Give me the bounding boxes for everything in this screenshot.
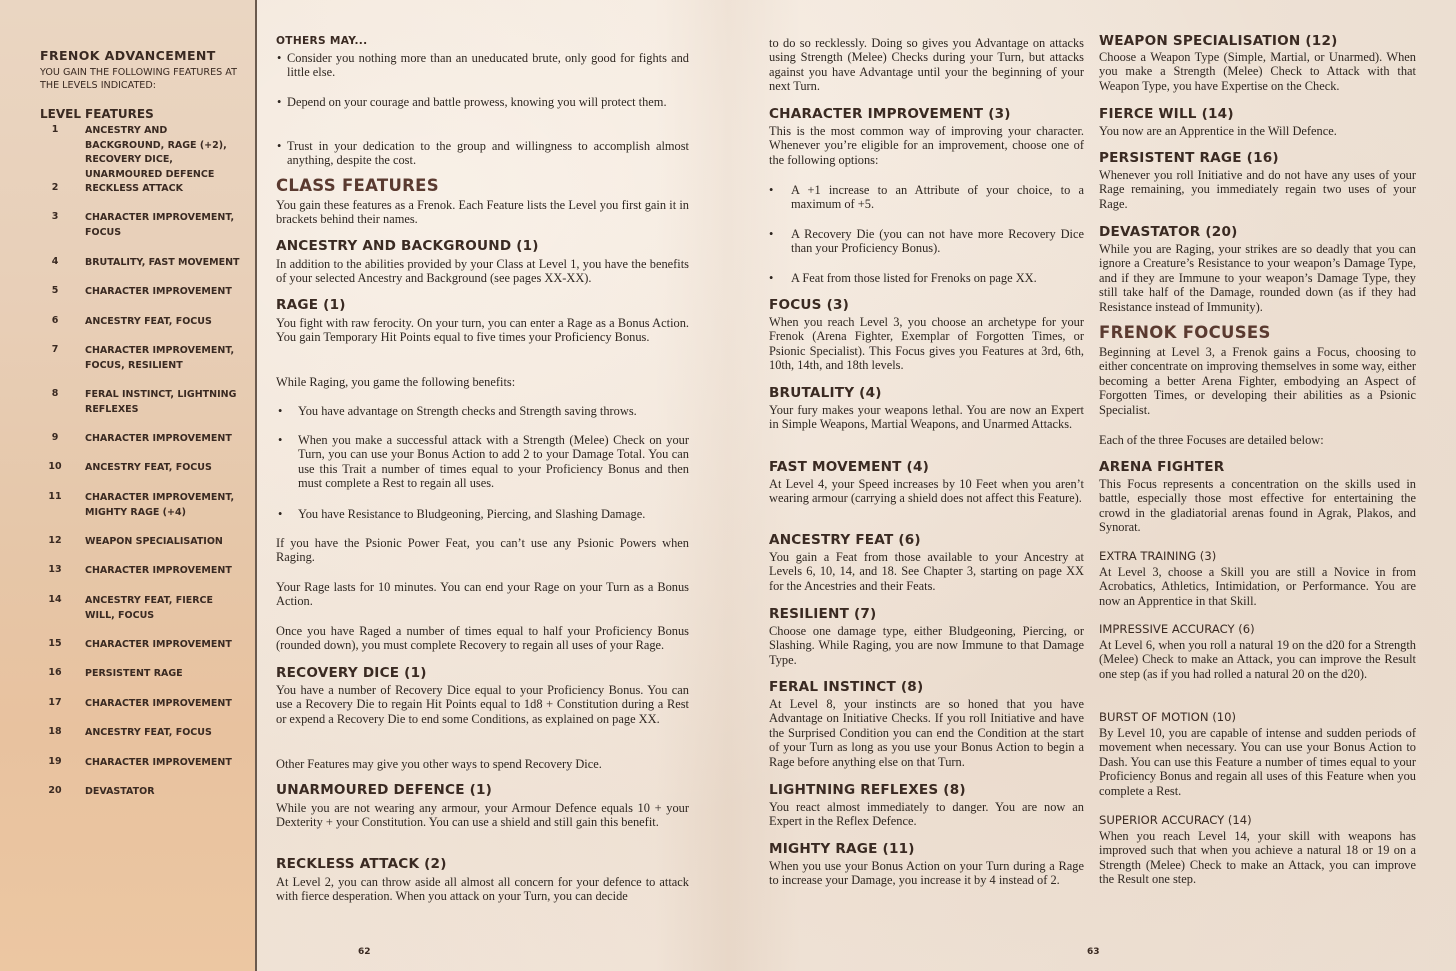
sidebar-description: YOU GAIN THE FOLLOWING FEATURES AT THE LEVELS INDICATED:	[40, 67, 237, 91]
recovery-dice-heading: RECOVERY DICE (1)	[276, 665, 427, 681]
others-may-bullet: • Depend on your courage and battle prowess, knowing you will protect them.	[287, 95, 689, 109]
level-features: ANCESTRY FEAT, FOCUS	[85, 727, 212, 738]
level-column-header: LEVEL	[40, 107, 81, 121]
level-features: ANCESTRY AND BACKGROUND, RAGE (+2), RECOVERY DICE, UNARMOURED DEFENCE	[85, 125, 227, 180]
bullet-text: Trust in your dedication to the group and willingness to accomplish almost anything, despite the cost.	[287, 139, 689, 168]
rage-bullet: • When you make a successful attack with a Strength (Melee) Check on your Turn, you can use your Bonus Action to add 2 to your Damage Total. You can use this Trait a number of times equal to your Proficiency Bonus and then must complete a Rest to regain all uses.	[278, 433, 689, 491]
feral-instinct-text: At Level 8, your instincts are so honed that you have Advantage on Initiative Checks. If you roll Initiative and have the Surprised Condition you can end the Condition at the start of your Turn as long as you use your Bonus Action to begin a Rage before anything else on that Turn.	[769, 697, 1084, 769]
devastator-heading: DEVASTATOR (20)	[1099, 224, 1238, 240]
features-column-header: FEATURES	[85, 107, 154, 121]
sidebar-title: FRENOK ADVANCEMENT	[40, 48, 216, 63]
level-features: BRUTALITY, FAST MOVEMENT	[85, 257, 240, 268]
reckless-attack-continued: to do so recklessly. Doing so gives you Advantage on attacks using Strength (Melee) Checks during your Turn, but attacks against you have Advantage until your the beginning of your next Turn.	[769, 36, 1084, 94]
bullet-text: A Recovery Die (you can not have more Recovery Dice than your Proficiency Bonus).	[791, 227, 1084, 256]
recovery-dice-text: You have a number of Recovery Dice equal to your Proficiency Bonus. You can use a Recovery Die to regain Hit Points equal to 1d8 + Constitution during a Rest or expend a Recovery Die to end some Conditions, as explained on page XX.	[276, 683, 689, 726]
resilient-text: Choose one damage type, either Bludgeoning, Piercing, or Slashing. While Raging, you are now Immune to that Damage Type.	[769, 624, 1084, 667]
level-number: 16	[48, 667, 62, 678]
superior-accuracy-text: When you reach Level 14, your skill with weapons has improved such that when you achieve a natural 18 or 19 on a Strength (Melee) Check to make an Attack, you can improve the Result one step.	[1099, 829, 1416, 887]
fierce-will-text: You now are an Apprentice in the Will Defence.	[1099, 124, 1337, 138]
level-features: CHARACTER IMPROVEMENT	[85, 698, 232, 709]
rage-psionic-text: If you have the Psionic Power Feat, you can’t use any Psionic Powers when Raging.	[276, 536, 689, 565]
rage-benefits-intro: While Raging, you game the following benefits:	[276, 375, 516, 389]
class-features-heading: CLASS FEATURES	[276, 176, 439, 195]
rage-bullet: • You have advantage on Strength checks and Strength saving throws.	[298, 404, 689, 418]
level-number: 9	[51, 432, 59, 443]
level-features: CHARACTER IMPROVEMENT, FOCUS, RESILIENT	[85, 345, 235, 371]
level-number: 5	[51, 285, 59, 296]
persistent-rage-heading: PERSISTENT RAGE (16)	[1099, 150, 1279, 166]
frenok-focuses-heading: FRENOK FOCUSES	[1099, 323, 1271, 342]
recovery-dice-other: Other Features may give you other ways to spend Recovery Dice.	[276, 757, 602, 771]
advancement-sidebar	[0, 0, 257, 971]
level-features: DEVASTATOR	[85, 786, 155, 797]
bullet-text: You have advantage on Strength checks and Strength saving throws.	[298, 404, 637, 418]
weapon-specialisation-heading: WEAPON SPECIALISATION (12)	[1099, 33, 1338, 49]
impressive-accuracy-heading: IMPRESSIVE ACCURACY (6)	[1099, 622, 1255, 636]
bullet-text: Consider you nothing more than an uneducated brute, only good for fights and little else.	[287, 51, 689, 80]
improvement-bullet: • A Recovery Die (you can not have more Recovery Dice than your Proficiency Bonus).	[769, 227, 1084, 256]
extra-training-heading: EXTRA TRAINING (3)	[1099, 549, 1217, 563]
level-number: 13	[48, 564, 62, 575]
lightning-reflexes-heading: LIGHTNING REFLEXES (8)	[769, 782, 966, 798]
rage-heading: RAGE (1)	[276, 297, 346, 313]
fast-movement-heading: FAST MOVEMENT (4)	[769, 459, 930, 475]
level-number: 8	[51, 388, 59, 399]
focus-heading: FOCUS (3)	[769, 297, 850, 313]
level-features: CHARACTER IMPROVEMENT	[85, 433, 232, 444]
level-features: CHARACTER IMPROVEMENT	[85, 639, 232, 650]
page-number-left: 62	[358, 947, 371, 957]
level-number: 7	[51, 344, 59, 355]
ancestry-background-heading: ANCESTRY AND BACKGROUND (1)	[276, 238, 539, 254]
arena-fighter-text: This Focus represents a concentration on the skills used in battle, especially those most effective for entertaining the crowd in the gladiatorial arenas found in Agrak, Plakos, and Synorat.	[1099, 477, 1416, 535]
level-features: CHARACTER IMPROVEMENT, MIGHTY RAGE (+4)	[85, 492, 235, 518]
others-may-bullet: • Consider you nothing more than an uneducated brute, only good for fights and little else.	[277, 51, 689, 80]
class-features-text: You gain these features as a Frenok. Each Feature lists the Level you first gain it in brackets behind their names.	[276, 198, 689, 227]
fast-movement-text: At Level 4, your Speed increases by 10 Feet when you aren’t wearing armour (carrying a shield does not affect this Feature).	[769, 477, 1084, 506]
level-number: 10	[48, 461, 62, 472]
level-features: ANCESTRY FEAT, FOCUS	[85, 462, 212, 473]
level-number: 1	[51, 124, 59, 135]
rage-bullet: • You have Resistance to Bludgeoning, Piercing, and Slashing Damage.	[298, 507, 689, 521]
arena-fighter-heading: ARENA FIGHTER	[1099, 459, 1225, 475]
level-number: 4	[51, 256, 59, 267]
mighty-rage-heading: MIGHTY RAGE (11)	[769, 841, 915, 857]
unarmoured-defence-text: While you are not wearing any armour, your Armour Defence equals 10 + your Dexterity + your Constitution. You can use a shield and still gain this benefit.	[276, 801, 689, 830]
bullet-text: A Feat from those listed for Frenoks on page XX.	[791, 271, 1037, 285]
reckless-attack-text: At Level 2, you can throw aside all almost all concern for your defence to attack with fierce desperation. When you attack on your Turn, you can decide	[276, 875, 689, 904]
improvement-bullet: • A Feat from those listed for Frenoks on page XX.	[791, 271, 1084, 285]
superior-accuracy-heading: SUPERIOR ACCURACY (14)	[1099, 813, 1252, 827]
level-features: ANCESTRY FEAT, FIERCE WILL, FOCUS	[85, 595, 213, 621]
level-number: 14	[48, 594, 62, 605]
resilient-heading: RESILIENT (7)	[769, 606, 877, 622]
weapon-specialisation-text: Choose a Weapon Type (Simple, Martial, or Unarmed). When you make a Strength (Melee) Check to Attack with that Weapon Type, you have Expertise on the Check.	[1099, 50, 1416, 93]
level-number: 19	[48, 756, 62, 767]
burst-of-motion-heading: BURST OF MOTION (10)	[1099, 710, 1237, 724]
level-number: 3	[51, 211, 59, 222]
level-number: 6	[51, 315, 59, 326]
persistent-rage-text: Whenever you roll Initiative and do not have any uses of your Rage remaining, you immediately regain two uses of your Rage.	[1099, 168, 1416, 211]
character-improvement-text: This is the most common way of improving your character. Whenever you’re eligible for an improvement, choose one of the following options:	[769, 124, 1084, 167]
bullet-text: Depend on your courage and battle prowess, knowing you will protect them.	[287, 95, 667, 109]
bullet-text: When you make a successful attack with a Strength (Melee) Check on your Turn, you can use your Bonus Action to add 2 to your Damage Total. You can use this Trait a number of times equal to your Proficiency Bonus and then must complete a Rest to regain all uses.	[298, 433, 689, 491]
level-features: FERAL INSTINCT, LIGHTNING REFLEXES	[85, 389, 237, 415]
frenok-focuses-text: Beginning at Level 3, a Frenok gains a Focus, choosing to either concentrate on improving themselves in some way, either becoming a better Arena Fighter, embodying an Aspect of Forgotten Times, or developing their abilities as a Psionic Specialist.	[1099, 345, 1416, 417]
ancestry-feat-heading: ANCESTRY FEAT (6)	[769, 532, 921, 548]
mighty-rage-text: When you use your Bonus Action on your Turn during a Rage to increase your Damage, you increase it by 4 instead of 2.	[769, 859, 1084, 888]
rage-uses-text: Once you have Raged a number of times equal to half your Proficiency Bonus (rounded down), you must complete Recovery to regain all uses of your Rage.	[276, 624, 689, 653]
level-features: WEAPON SPECIALISATION	[85, 536, 223, 547]
level-number: 15	[48, 638, 62, 649]
level-features: CHARACTER IMPROVEMENT	[85, 757, 232, 768]
level-number: 17	[48, 697, 62, 708]
level-features: RECKLESS ATTACK	[85, 183, 183, 194]
level-number: 20	[48, 785, 62, 796]
character-improvement-heading: CHARACTER IMPROVEMENT (3)	[769, 106, 1011, 122]
level-features: CHARACTER IMPROVEMENT, FOCUS	[85, 212, 235, 238]
rage-text: You fight with raw ferocity. On your turn, you can enter a Rage as a Bonus Action. You gain Temporary Hit Points equal to five times your Proficiency Bonus.	[276, 316, 689, 345]
bullet-text: You have Resistance to Bludgeoning, Piercing, and Slashing Damage.	[298, 507, 646, 521]
focuses-detailed-text: Each of the three Focuses are detailed below:	[1099, 433, 1324, 447]
level-number: 12	[48, 535, 62, 546]
focus-text: When you reach Level 3, you choose an archetype for your Frenok (Arena Fighter, Exemplar of Forgotten Times, or Psionic Specialist). This Focus gives you Features at 3rd, 6th, 10th, 14th, and 18th levels.	[769, 315, 1084, 373]
brutality-text: Your fury makes your weapons lethal. You are now an Expert in Simple Weapons, Martial Weapons, and Unarmed Attacks.	[769, 403, 1084, 432]
devastator-text: While you are Raging, your strikes are so deadly that you can ignore a Creature’s Resistance to your weapon’s Damage Type, and if they are Immune to your weapon’s Damage Type, they still take half of the Damage, rounded down (as if they had Resistance instead of Immunity).	[1099, 242, 1416, 314]
impressive-accuracy-text: At Level 6, when you roll a natural 19 on the d20 for a Strength (Melee) Check to make an Attack, you can improve the Result one step (as if you had rolled a natural 20 on the d20).	[1099, 638, 1416, 681]
improvement-bullet: • A +1 increase to an Attribute of your choice, to a maximum of +5.	[769, 183, 1084, 212]
level-number: 11	[48, 491, 62, 502]
level-features: CHARACTER IMPROVEMENT	[85, 286, 232, 297]
extra-training-text: At Level 3, choose a Skill you are still a Novice in from Acrobatics, Athletics, Intimidation, or Performance. You are now an Apprentice in that Skill.	[1099, 565, 1416, 608]
others-may-bullet: • Trust in your dedication to the group and willingness to accomplish almost anything, despite the cost.	[277, 139, 689, 168]
brutality-heading: BRUTALITY (4)	[769, 385, 882, 401]
lightning-reflexes-text: You react almost immediately to danger. You are now an Expert in the Reflex Defence.	[769, 800, 1084, 829]
level-features: CHARACTER IMPROVEMENT	[85, 565, 232, 576]
others-may-heading: OTHERS MAY...	[276, 35, 368, 47]
ancestry-feat-text: You gain a Feat from those available to your Ancestry at Levels 6, 10, 14, and 18. See Chapter 3, starting on page XX for the Ancestries and their Feats.	[769, 550, 1084, 593]
level-features: PERSISTENT RAGE	[85, 668, 183, 679]
level-number: 18	[48, 726, 62, 737]
feral-instinct-heading: FERAL INSTINCT (8)	[769, 679, 924, 695]
page-number-right: 63	[1087, 947, 1100, 957]
fierce-will-heading: FIERCE WILL (14)	[1099, 106, 1234, 122]
rage-duration-text: Your Rage lasts for 10 minutes. You can end your Rage on your Turn as a Bonus Action.	[276, 580, 689, 609]
level-number: 2	[51, 182, 59, 193]
bullet-text: A +1 increase to an Attribute of your choice, to a maximum of +5.	[791, 183, 1084, 212]
ancestry-background-text: In addition to the abilities provided by your Class at Level 1, you have the benefits of your selected Ancestry and Background (see pages XX-XX).	[276, 257, 689, 286]
unarmoured-defence-heading: UNARMOURED DEFENCE (1)	[276, 782, 493, 798]
reckless-attack-heading: RECKLESS ATTACK (2)	[276, 856, 447, 872]
burst-of-motion-text: By Level 10, you are capable of intense and sudden periods of movement when necessary. You can use your Bonus Action to Dash. You can use this Feature a number of times equal to your Proficiency Bonus and regain all uses of this Feature when you complete a Rest.	[1099, 726, 1416, 798]
level-features: ANCESTRY FEAT, FOCUS	[85, 316, 212, 327]
